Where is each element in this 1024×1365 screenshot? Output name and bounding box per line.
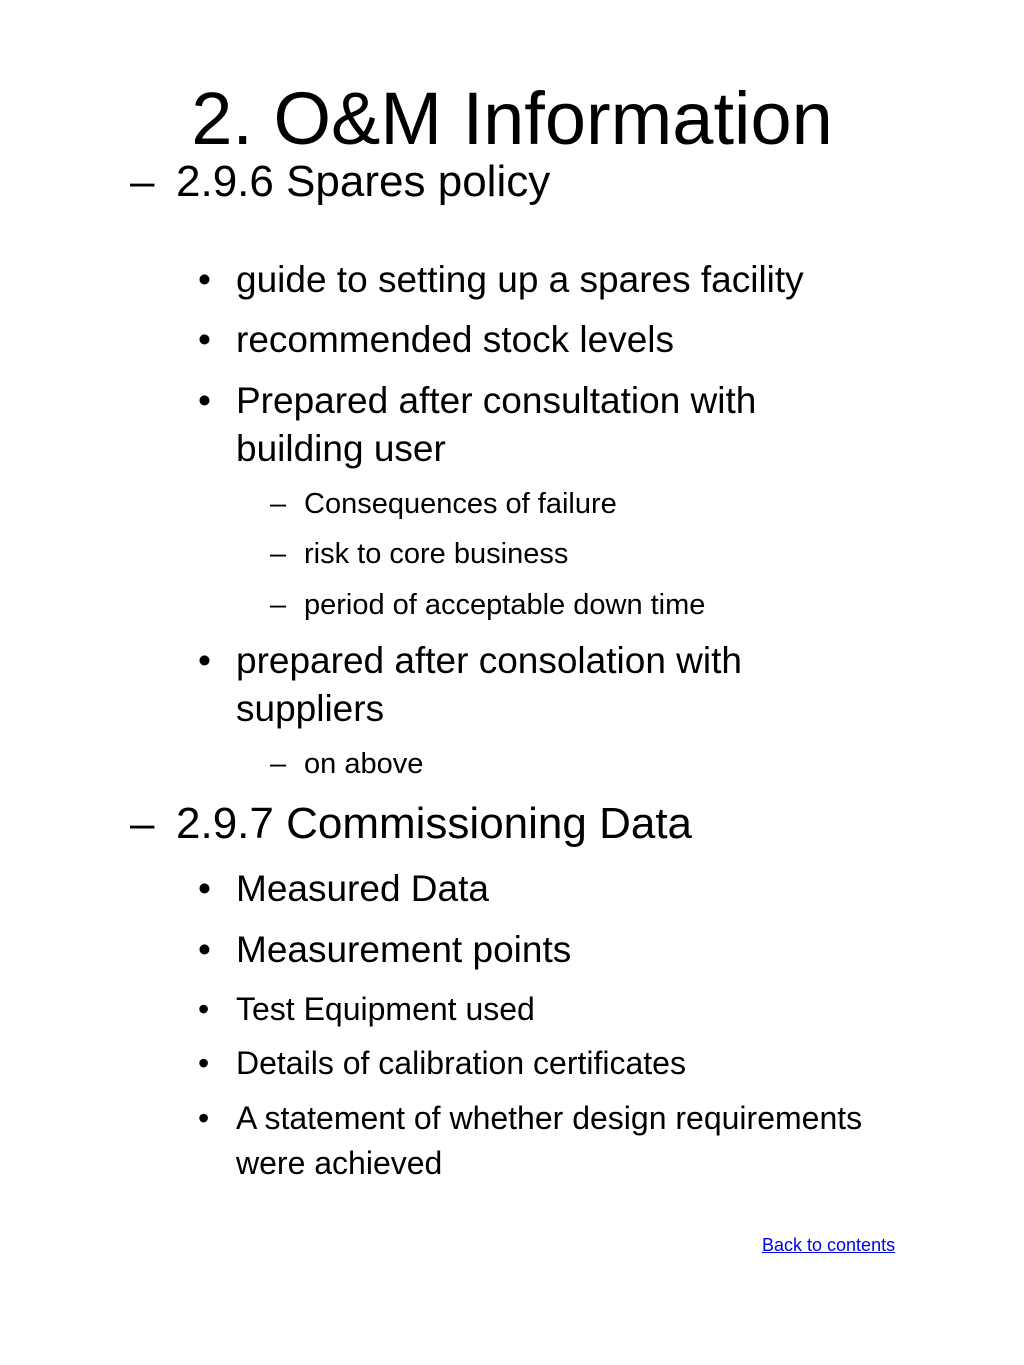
bullet-item: guide to setting up a spares facility — [236, 259, 804, 300]
slide-title: 2. O&M Information — [191, 77, 833, 160]
sub-item: on above — [304, 748, 424, 780]
dash-marker: – — [270, 538, 287, 570]
bullet-marker: • — [198, 1100, 210, 1136]
back-to-contents-link[interactable]: Back to contents — [762, 1235, 896, 1255]
bullet-marker: • — [198, 1045, 210, 1081]
section-heading-commissioning-data: 2.9.7 Commissioning Data — [176, 799, 693, 848]
bullet-marker: • — [198, 868, 211, 909]
bullet-item-line: A statement of whether design requirements — [236, 1100, 863, 1136]
dash-marker: – — [130, 157, 155, 206]
bullet-item: Test Equipment used — [236, 991, 535, 1027]
dash-marker: – — [270, 748, 287, 780]
sub-item: Consequences of failure — [304, 488, 617, 520]
bullet-item-line: suppliers — [236, 688, 385, 729]
bullet-marker: • — [198, 640, 211, 681]
sub-item: period of acceptable down time — [304, 589, 706, 621]
bullet-item: Measured Data — [236, 868, 489, 909]
section-heading-spares-policy: 2.9.6 Spares policy — [176, 157, 551, 206]
bullet-marker: • — [198, 380, 211, 421]
bullet-item: recommended stock levels — [236, 319, 675, 360]
dash-marker: – — [270, 589, 287, 621]
dash-marker: – — [270, 488, 287, 520]
sub-item: risk to core business — [304, 538, 569, 570]
bullet-marker: • — [198, 259, 211, 300]
bullet-item: Details of calibration certificates — [236, 1045, 686, 1081]
bullet-item-line: prepared after consolation with — [236, 640, 742, 681]
bullet-marker: • — [198, 991, 210, 1027]
bullet-marker: • — [198, 929, 211, 970]
dash-marker: – — [130, 799, 155, 848]
bullet-item-line: building user — [236, 428, 446, 469]
bullet-marker: • — [198, 319, 211, 360]
bullet-item-line: were achieved — [236, 1145, 443, 1181]
bullet-item-line: Prepared after consultation with — [236, 380, 757, 421]
bullet-item: Measurement points — [236, 929, 572, 970]
